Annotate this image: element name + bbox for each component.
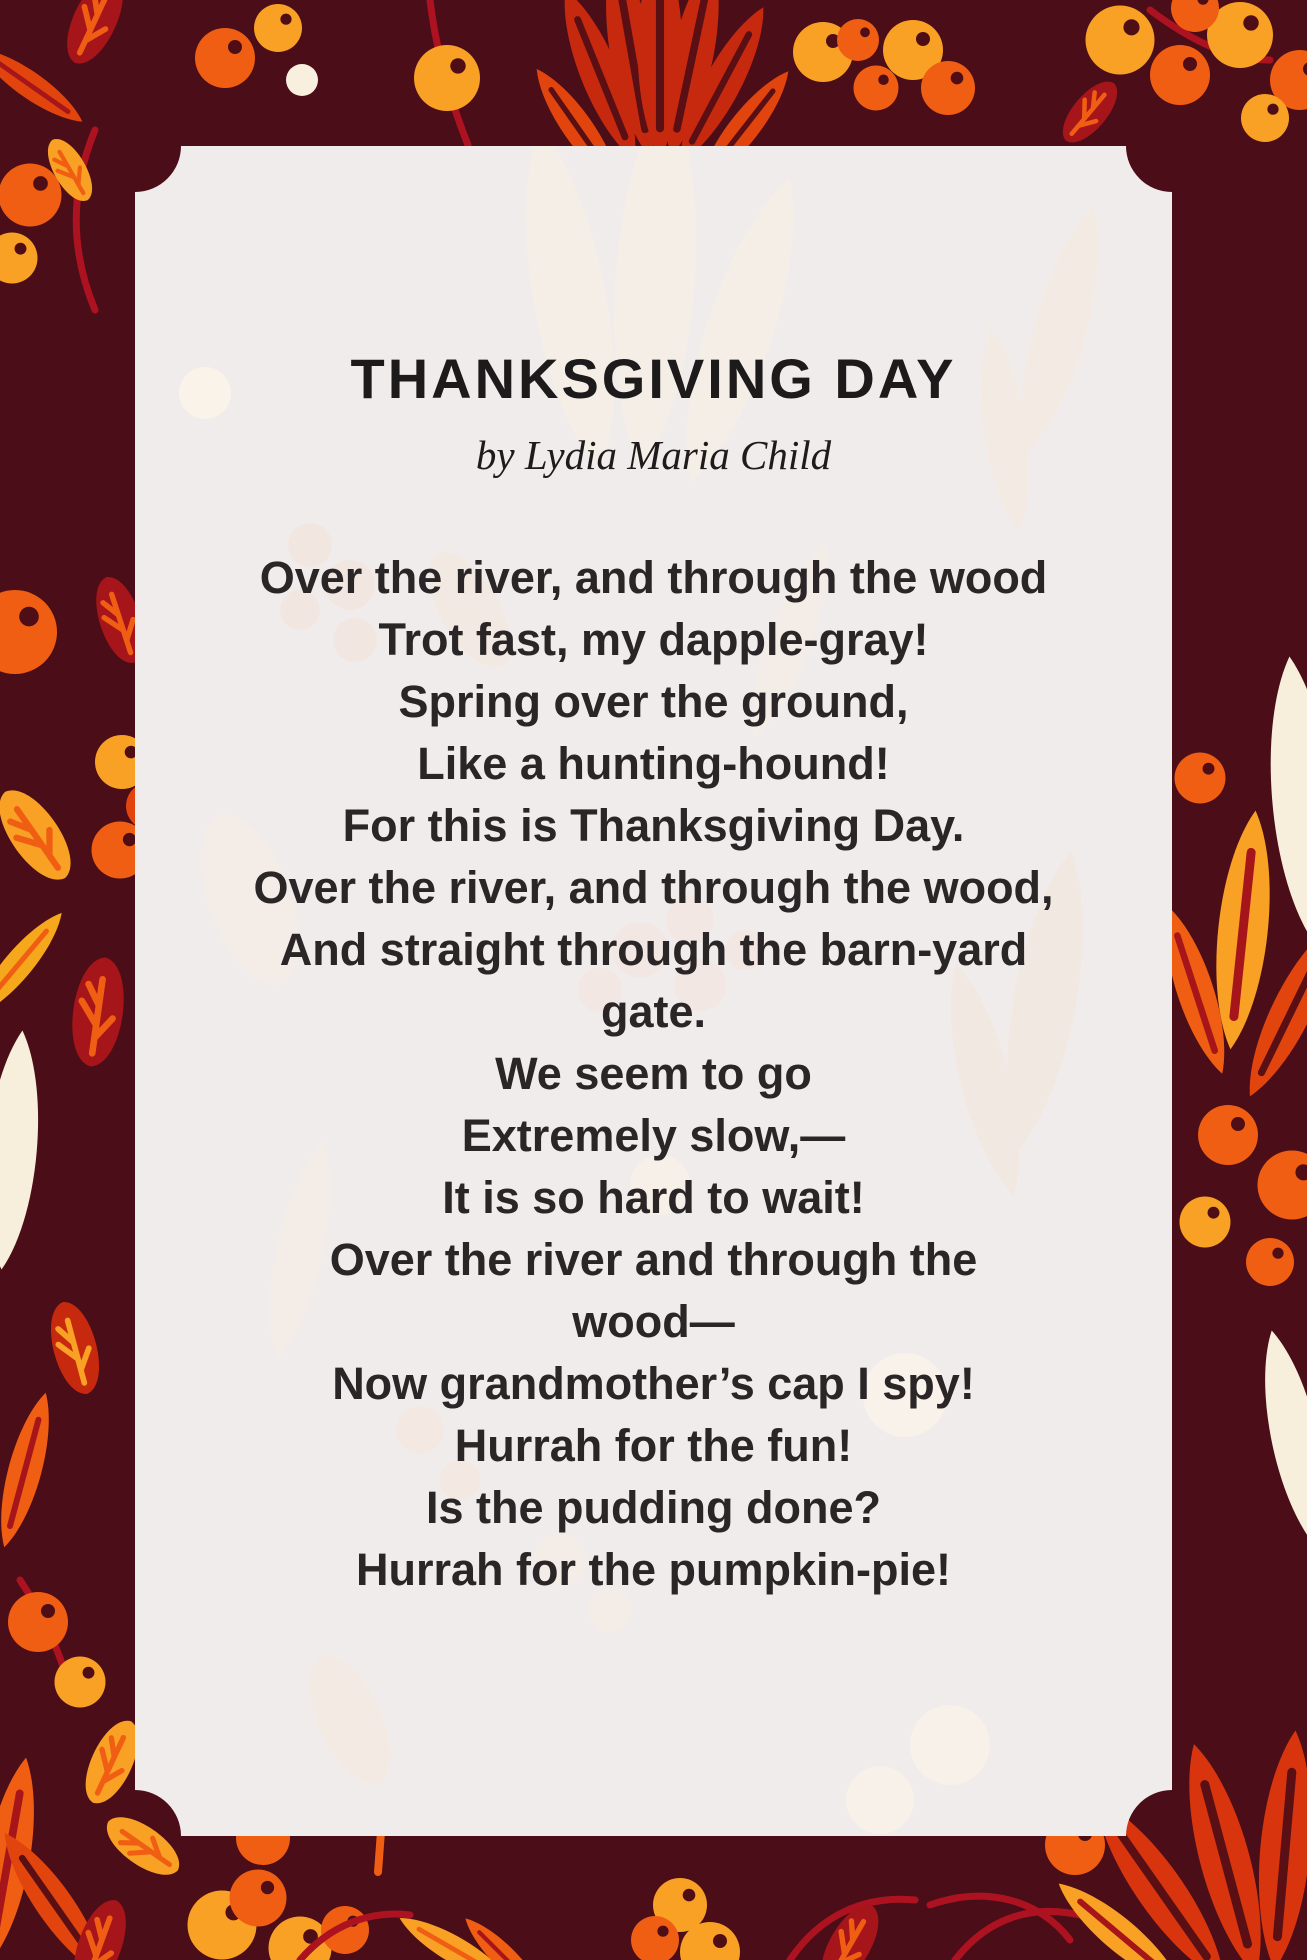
poem-line: For this is Thanksgiving Day. [342,800,965,851]
poem-line: And straight through the barn-yard [279,924,1028,975]
poem-line: Over the river, and through the wood, [253,862,1054,913]
top-right-berries [1053,0,1307,152]
poem-title: THANKSGIVING DAY [350,347,957,410]
poem-line: Spring over the ground, [398,676,909,727]
top-center-branch [414,0,480,145]
poem-line: Over the river and through the [329,1234,978,1285]
poem-line: Over the river, and through the wood [259,552,1048,603]
poem-line: gate. [600,986,707,1037]
poem-line: Hurrah for the pumpkin-pie! [356,1544,951,1595]
top-berry-cluster [793,19,975,115]
poem-line: Trot fast, my dapple-gray! [378,614,929,665]
poem-line: Like a hunting-hound! [417,738,890,789]
poem-line: It is so hard to wait! [442,1172,865,1223]
poem-line: Extremely slow,— [461,1110,846,1161]
poem-line: Now grandmother’s cap I spy! [332,1358,975,1409]
poem-line: wood— [572,1296,735,1347]
poem-line: Hurrah for the fun! [454,1420,853,1471]
right-edge-leaves [1151,654,1307,1554]
poem-line: Is the pudding done? [426,1482,881,1533]
poem-line: We seem to go [495,1048,812,1099]
poem-byline: by Lydia Maria Child [475,432,832,478]
poem-card [135,146,1172,1836]
poem-text [135,547,1172,1601]
